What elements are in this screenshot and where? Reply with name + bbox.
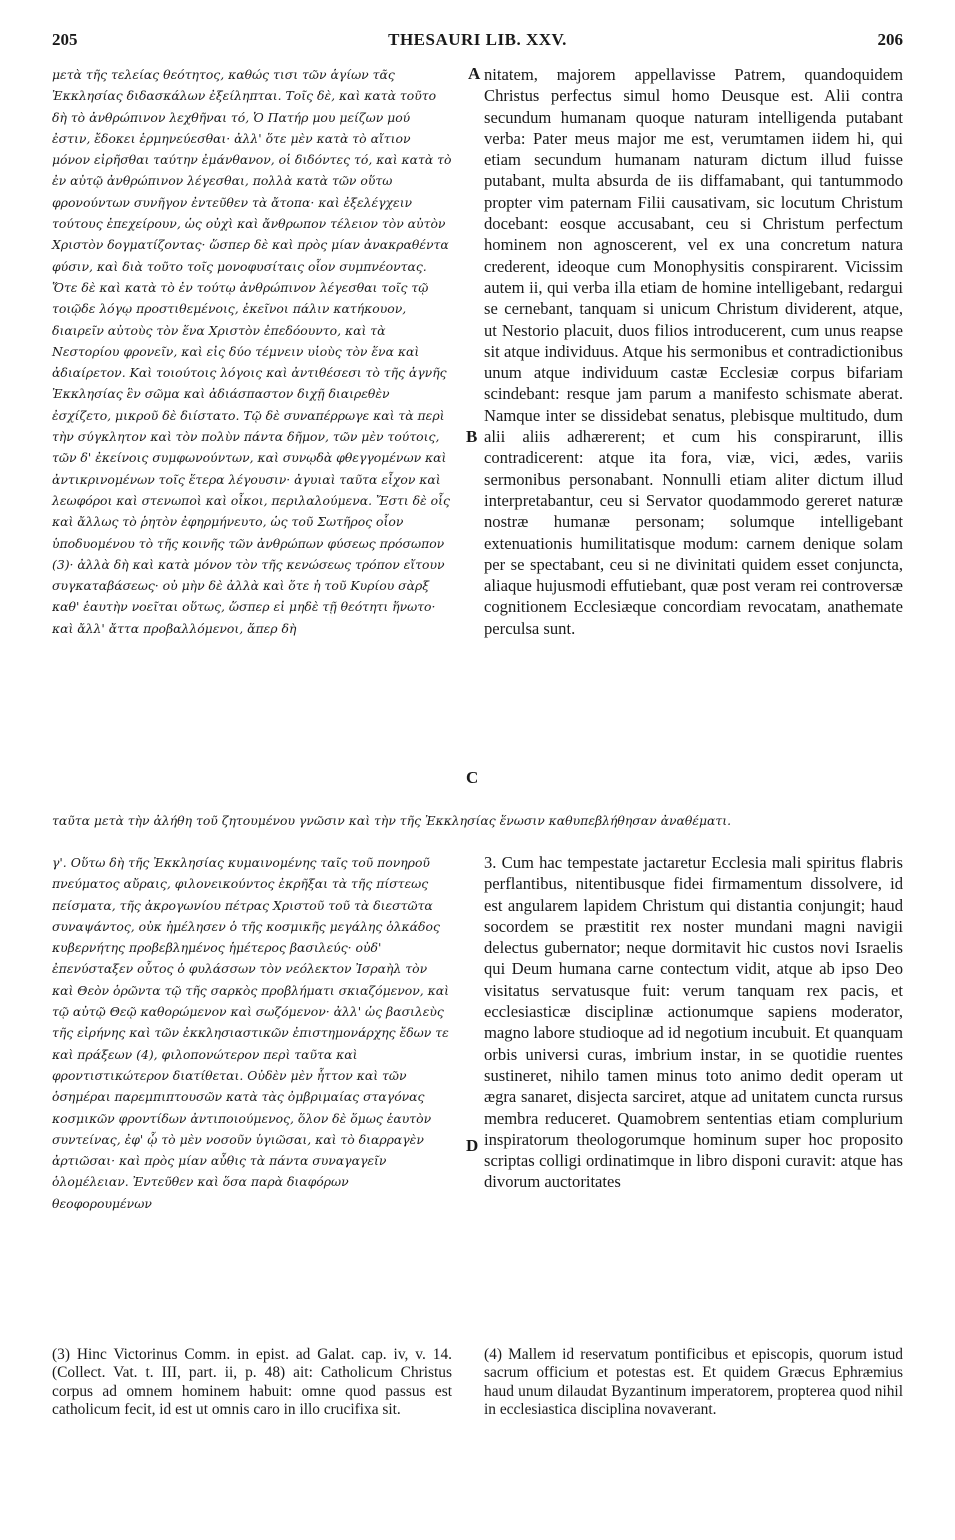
greek-text-bottom: γ'. Οὕτω δὴ τῆς Ἐκκλησίας κυμαινομένης ταῖς τοῦ πονηροῦ πνεύματος αὔραις, φιλονεικούντος ἐκρῆξαι τὰ τῆς πίστεως πείσματα, τῆς ἀκρογωνίου πέτρας Χριστοῦ τοῦ τὰ διεστῶτα συναψάντος, οὐκ ἠμέλησεν ὁ τῆς κοσμικῆς μεγάλης ὁλκάδος κυβερνήτης προβεβλημένος ἡμέτερος βασιλεύς· οὐδ' ἐπενύσταξεν οὗτος ὁ φυλάσσων τὸν νεόλεκτον Ἰσραὴλ τὸν καὶ Θεὸν ὁρῶντα τῷ τῆς σαρκὸς προβλήματι σκιαζόμενον, καὶ τῷ αὐτῷ Θεῷ καθορώμενον καὶ σωζόμενον· ἀλλ' ὡς βασιλεὺς τῆς εἰρήνης καὶ τῶν ἐκκλησιαστικῶν ἐπιστημονάρχης ἔδων τε καὶ πράξεων (4), φιλοπονώτερον περὶ ταῦτα καὶ φροντιστικώτερον διατίθεται. Οὐδὲν μὲν ἧττον καὶ τῶν ὁσημέραι παρεμπιπτουσῶν κατὰ τὰς ὀμβριμαίας σταγόνας κοσμικῶν φροντίδων ἀντιποιούμενος, ὅλον δὲ ὅμως ἑαυτὸν συντείνας, ἐφ' ᾧ τὸ μὲν νοσοῦν ὑγιῶσαι, καὶ τὸ διαρραγὲν ἀρτιῶσαι· καὶ πρὸς μίαν αὖθις τὰ πάντα συναγαγεῖν ὁλομέλειαν. Ἐντεῦθεν καὶ ὅσα παρὰ διαφόρων θεοφορουμένων bbox=[52, 855, 450, 1211]
footnote-3: (3) Hinc Victorinus Comm. in epist. ad Galat. cap. iv, v. 14. (Collect. Vat. t. III, part. ii, p. 48) ait: Catholicum Christus corpus ad omnem hominem habuit: omne quod passus est catholicum fecit, id est ut omnis caro in illo crucifixa sit. bbox=[52, 1346, 452, 1419]
running-title: THESAURI LIB. XXV. bbox=[388, 30, 567, 49]
footnote-4: (4) Mallem id reservatum pontificibus et episcopis, quorum istud sacrum officium et potestas est. Et quidem Græcus Ephræmius haud unum dilaudat Byzantinum imperatorem, propterea quod nihil in ecclesiastica disciplina novaverant. bbox=[484, 1346, 903, 1419]
page-header bbox=[52, 30, 903, 56]
latin-column-top bbox=[484, 64, 903, 639]
page-number-right: 206 bbox=[877, 30, 903, 49]
greek-spanning-line bbox=[52, 810, 903, 831]
greek-column-bottom bbox=[52, 852, 452, 1214]
margin-marker-a: A bbox=[468, 64, 481, 83]
latin-text-top: nitatem, majorem appellavisse Patrem, quandoquidem Christus perfectus simul homo Deusque est. Alii contra secundum humanam quoque naturam intelligenda putabant verba: Pater meus major me est, verumtamen iidem hi, qui etiam secundum humanam naturam dictum illud fuisse putabant, multa absurda de iis diffamabant, qui tantummodo propter vim paternam Filii causativam, sic locutum Christum docebant: eosque accusabant, ceu si Christum perfectum hominem non agnoscerent, vel ex una concretum natura crederent, ideoque cum Monophysitis conspirarent. Vicissim autem ii, qui verba illa etiam de homine intelligebant, redargui se cernebant, tanquam si unicum Christum dividerent, atque, ut Nestorio placuit, duos filios introducerent, cum unus reapse sit atque individuus. Atque his sermonibus et contradictionibus unum atque individuum castæ Ecclesiæ corpus bifariam scindebant: resque jam parum a manifesto schismate aberat. Namque inter se dissidebat senatus, plebisque multitudo, dum alii aliis adhærerent; et cum his conspirarunt, illis contradicerent: atque ita fora, viæ, vici, ædes, variis sermonibus personabant. Nonnulli etiam aliter dictum illud interpretabantur, ceu si Servator quodammodo gereret naturæ nostræ humanæ personam; solumque intelligebant extenuationis humilitatisque modum: carnem denique solam per se spectabant, ceu si ne divinitati quidem esset conjuncta, aliaque hujusmodi effutiebant, quæ post veram rei controversæ cognitionem Ecclesiæque concordiam revocatam, anathemate perculsa sunt. bbox=[484, 65, 903, 638]
greek-span-text: ταῦτα μετὰ τὴν ἀλήθη τοῦ ζητουμένου γνῶσιν καὶ τὴν τῆς Ἐκκλησίας ἕνωσιν καθυπεβλήθησαν ἀναθέματι. bbox=[52, 813, 732, 828]
greek-column-top bbox=[52, 64, 452, 639]
page-number-left: 205 bbox=[52, 30, 78, 49]
latin-text-bottom: 3. Cum hac tempestate jactaretur Ecclesia mali spiritus flabris perflantibus, nitentibusque fidei firmamentum dissolvere, id est angularem lapidem Christum qui distantia conjungit; haud socordem se præstitit rex noster mundani magni navigii delectus gubernator; neque dormitavit hic custos novi Israelis qui Deum humana carne contectum vidit, atque ab ipso Deo visitatus servatusque fuit: verum tanquam rex pacis, et ecclesiasticæ disciplinæ actionumque sapiens moderator, magno labore studioque ad id negotium incubuit. Et quanquam orbis universi curas, imbrium instar, in se quotidie ruentes sustineret, nihilo tamen minus toto animo dedit operam ut ægra sanaret, disjecta sarciret, atque ad unitatem cuncta rursus membra reduceret. Quamobrem sententias etiam complurium inspiratorum theologorumque hominum super hoc proposito scriptas colligi ordinatimque in libro disponi curavit: atque has divorum auctoritates bbox=[484, 853, 903, 1192]
margin-marker-b: B bbox=[466, 427, 478, 446]
greek-text-top: μετὰ τῆς τελείας θεότητος, καθώς τισι τῶν ἁγίων τᾶς Ἐκκλησίας διδασκάλων ἐξείληπται. Τοῖς δὲ, καὶ κατὰ τοῦτο δὴ τὸ ἀνθρώπινον λεχθῆναι τό, Ὁ Πατήρ μου μείζων μού ἐστιν, ἔδοκει ἑρμηνεύεσθαι· ἀλλ' ὅτε μὲν κατὰ τὸ αἴτιον μόνον εἰρῆσθαι ταύτην ἐμάνθανον, οἱ διδόντες τό, καὶ κατὰ τὸ ἐν αὐτῷ ἀνθρώπινον λέγεσθαι, πολλὰ κατὰ τῶν οὕτω φρονούντων συνῆγον ἐντεῦθεν τὰ ἄτοπα· καὶ ἐξελέγχειν τούτους ἐπεχείρουν, ὡς οὐχὶ καὶ ἄνθρωπον τέλειον τὸν αὐτὸν Χριστὸν δογματίζοντας· ὥσπερ δὲ καὶ πρὸς μίαν ἀνακραθέντα φύσιν, καὶ διὰ τοῦτο τοῖς μονοφυσίταις οἷον συμπνέοντας. Ὅτε δὲ καὶ κατὰ τὸ ἐν τούτῳ ἀνθρώπινον λέγεσθαι τοῖς τῷ τοιῷδε λόγῳ προστιθεμένοις, ἐκεῖνοι πάλιν κατήκουον, διαιρεῖν αὐτοὺς τὸν ἕνα Χριστὸν ἐπεδόουντο, καὶ τὰ Νεστορίου φρονεῖν, καὶ εἰς δύο τέμνειν υἱοὺς τὸν ἕνα καὶ ἀδιαίρετον. Καὶ τοιούτοις λόγοις καὶ ἀντιθέσεσι τὸ τῆς ἁγνῆς Ἐκκλησίας ἓν σῶμα καὶ ἀδιάσπαστον διχῇ διαιρεθὲν ἐσχίζετο, μικροῦ δὲ διίστατο. Τῷ δὲ συναπέρρωγε καὶ τὰ περὶ τὴν σύγκλητον καὶ τὸν πολὺν πάντα δῆμον, τῶν μὲν τούτοις, τῶν δ' ἐκείνοις συμφωνούντων, καὶ συνῳδὰ φθεγγομένων καὶ ἀντικρινομένων τοῖς ἕτερα λέγουσιν· ἀγυιαὶ ταῦτα εἶχον καὶ λεωφόροι καὶ στενωποὶ καὶ οἶκοι, περιλαλούμενα. Ἔστι δὲ οἷς καὶ ἄλλως τὸ ῥητὸν ἐφηρμήνευτο, ὡς τοῦ Σωτῆρος οἷον ὑποδυομένου τὸ τῆς κοινῆς τῶν ἀνθρώπων φύσεως πρόσωπον (3)· ἀλλὰ δὴ καὶ κατὰ μόνον τὸν τῆς κενώσεως τρόπον εἴτουν συγκαταβάσεως· οὐ μὴν δὲ ἀλλὰ καὶ ὅτε ἡ τοῦ Κυρίου σὰρξ καθ' ἑαυτὴν νοεῖται οὕτως, ὥσπερ εἰ μηδὲ τῇ θεότητι ἥνωτο· καὶ ἄλλ' ἄττα προβαλλόμενοι, ἅπερ δὴ bbox=[52, 67, 452, 636]
latin-column-bottom bbox=[484, 852, 903, 1193]
margin-marker-d: D bbox=[466, 1136, 479, 1155]
margin-marker-c: C bbox=[466, 768, 479, 787]
